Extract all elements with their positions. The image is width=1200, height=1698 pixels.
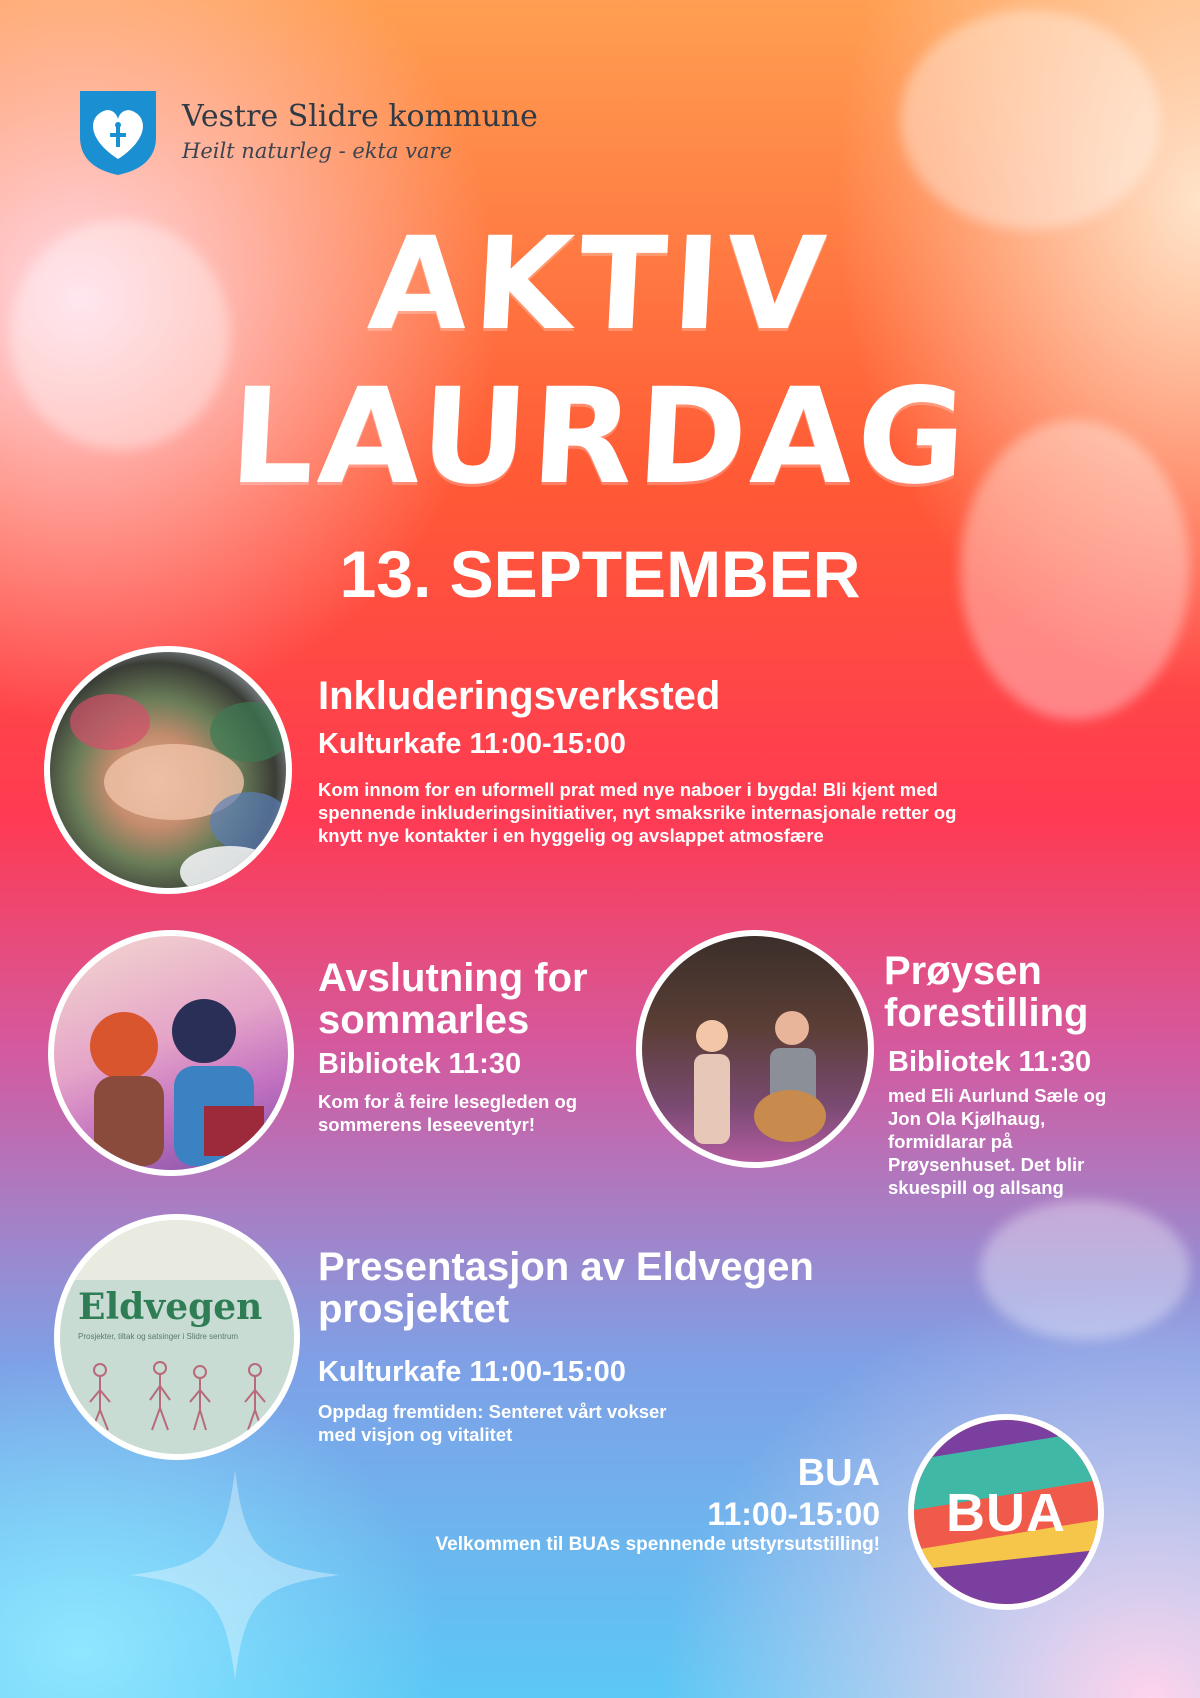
title-line: sommarles — [318, 998, 530, 1042]
title-line: Prøysen — [884, 949, 1042, 993]
event-description — [888, 1084, 1106, 1199]
sparkle-icon — [120, 1460, 350, 1690]
hands-together-photo — [44, 646, 292, 894]
bua-time: 11:00-15:00 — [707, 1496, 880, 1532]
title-line-2: LAURDAG — [226, 360, 974, 514]
event-description — [318, 1400, 667, 1446]
event-time: Bibliotek 11:30 — [318, 1048, 522, 1080]
event-time: Bibliotek 11:30 — [888, 1046, 1092, 1078]
description-line: spennende inkluderingsinitiativer, nyt smaksrike internasjonale retter og — [318, 802, 957, 823]
municipality-tagline: Heilt naturleg - ekta vare — [182, 139, 453, 163]
cover-header — [60, 1220, 294, 1280]
bua-logo-text: BUA — [946, 1483, 1066, 1543]
kids-illustration — [54, 936, 294, 1176]
event-title: Inkluderingsverksted — [318, 674, 721, 718]
description-line: Kom innom for en uformell prat med nye naboer i bygda! Bli kjent med — [318, 779, 938, 800]
title-line: Presentasjon av Eldvegen — [318, 1245, 814, 1289]
description-line: Jon Ola Kjølhaug, — [888, 1108, 1046, 1129]
hands-illustration — [50, 652, 292, 894]
event-title — [884, 950, 1088, 1034]
event-title — [318, 957, 588, 1041]
event-description — [318, 778, 956, 847]
event-date: 13. SEPTEMBER — [339, 537, 861, 611]
description-line: med visjon og vitalitet — [318, 1424, 513, 1445]
people-sketch-icon — [60, 1350, 300, 1460]
description-line: Kom for å feire lesegleden og — [318, 1091, 578, 1112]
title-line-1: AKTIV — [364, 210, 836, 359]
title-line: Avslutning for — [318, 956, 588, 1000]
heart-crest-icon — [70, 85, 166, 177]
bua-logo — [908, 1414, 1104, 1610]
bua-name: BUA — [797, 1452, 880, 1494]
description-line: skuespill og allsang — [888, 1177, 1064, 1198]
description-line: Oppdag fremtiden: Senteret vårt vokser — [318, 1401, 667, 1422]
description-line: knytt nye kontakter i en hyggelig og avslappet atmosfære — [318, 825, 824, 846]
title-line: prosjektet — [318, 1287, 510, 1331]
cover-subtitle: Prosjekter, tiltak og satsinger i Slidre sentrum — [78, 1332, 239, 1341]
flower-decoration — [980, 1200, 1190, 1340]
title-line: forestilling — [884, 991, 1089, 1035]
reading-adventure-illustration — [48, 930, 294, 1176]
municipality-name: Vestre Slidre kommune — [182, 99, 538, 134]
cover-title: Eldvegen — [78, 1286, 263, 1328]
municipality-logo — [70, 85, 538, 177]
eldvegen-cover-image — [54, 1214, 300, 1460]
flower-decoration — [900, 10, 1160, 230]
performers-illustration — [642, 936, 874, 1168]
description-line: formidlarar på — [888, 1131, 1013, 1152]
description-line: Prøysenhuset. Det blir — [888, 1154, 1085, 1175]
bua-description: Velkommen til BUAs spennende utstyrsutstilling! — [435, 1534, 880, 1555]
event-time: Kulturkafe 11:00-15:00 — [318, 728, 626, 760]
performers-photo — [636, 930, 874, 1168]
description-line: med Eli Aurlund Sæle og — [888, 1085, 1107, 1106]
event-title — [318, 1246, 814, 1330]
event-time: Kulturkafe 11:00-15:00 — [318, 1356, 626, 1388]
event-description — [318, 1090, 577, 1136]
description-line: sommerens leseeventyr! — [318, 1114, 535, 1135]
